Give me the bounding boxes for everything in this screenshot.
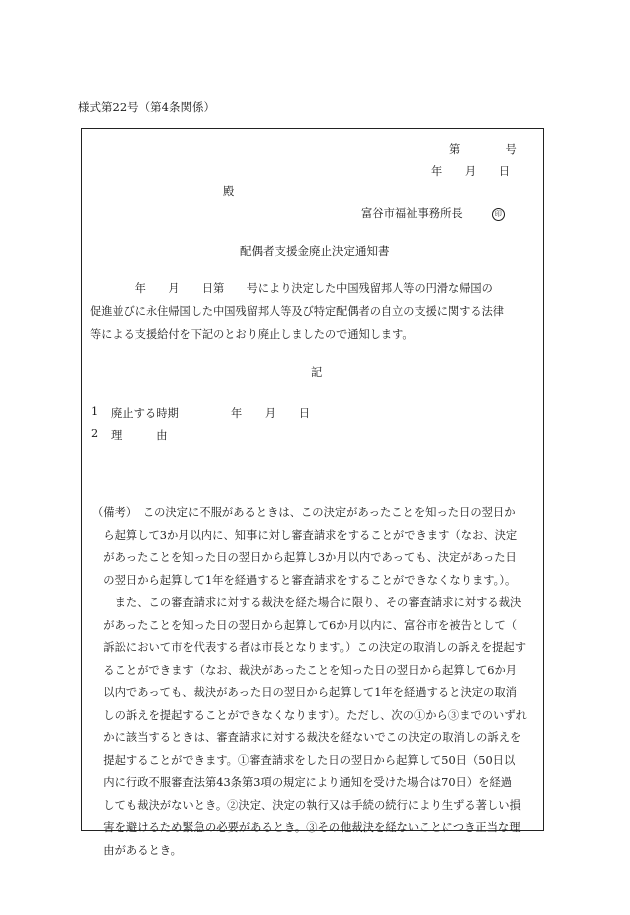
- remarks-line: 提起することができます。①審査請求をした日の翌日から起算して50日（50日以: [92, 753, 516, 767]
- document-title: 配偶者支援金廃止決定通知書: [240, 244, 390, 258]
- remarks-line: があったことを知った日の翌日から起算し3か月以内であっても、決定があった日: [92, 551, 517, 564]
- issuer-line: [361, 205, 505, 221]
- form-number-label: 様式第22号（第4条関係）: [78, 100, 215, 114]
- remarks-line: かに該当するときは、審査請求に対する裁決を経ないでこの決定の取消しの訴えを: [92, 731, 522, 744]
- document-number: 第 号: [449, 143, 517, 156]
- remarks-line: 内に行政不服審査法第43条第3項の規定により通知を受けた場合は70日）を経過: [92, 776, 513, 789]
- item-2-label: 理 由: [111, 429, 168, 442]
- ki-heading: 記: [311, 366, 323, 379]
- addressee-suffix: 殿: [223, 185, 235, 198]
- item-1-num: 1: [91, 405, 99, 418]
- body-line: 年 月 日第 号により決定した中国残留邦人等の円滑な帰国の: [90, 282, 493, 295]
- remarks-line: の翌日から起算して1年を経過すると審査請求をすることができなくなります。）。: [92, 573, 517, 587]
- remarks-line: しても裁決がないとき。②決定、決定の執行又は手続の続行により生ずる著しい損: [92, 798, 521, 812]
- remarks-line: しの訴えを提起することができなくなります）。ただし、次の①から③までのいずれ: [92, 708, 527, 722]
- item-1-label: 廃止する時期: [111, 407, 179, 420]
- body-line: 等による支援給付を下記のとおり廃止しましたので通知します。: [90, 328, 414, 342]
- remarks-line: また、この審査請求に対する裁決を経た場合に限り、その審査請求に対する裁決: [92, 596, 522, 609]
- issuer-name: 富谷市福祉事務所長: [361, 207, 463, 220]
- remarks-line: （備考） この決定に不服があるときは、この決定があったことを知った日の翌日か: [92, 506, 516, 519]
- remarks-line: ら起算して3か月以内に、知事に対し審査請求をすることができます（なお、決定: [92, 528, 518, 542]
- remarks-line: 訴訟において市を代表する者は市長となります。）この決定の取消しの訴えを提起す: [92, 641, 527, 654]
- item-2-num: 2: [91, 427, 99, 440]
- body-line: 促進並びに永住帰国した中国残留邦人等及び特定配偶者の自立の支援に関する法律: [90, 305, 504, 319]
- remarks: [92, 502, 536, 862]
- remarks-line: があったことを知った日の翌日から起算して6か月以内に、富谷市を被告として（: [92, 618, 518, 632]
- issue-date: 年 月 日: [431, 165, 511, 178]
- remarks-line: 由があるとき。: [92, 843, 182, 857]
- body-text: [90, 277, 534, 347]
- seal-mark: 印: [492, 208, 505, 221]
- item-1-value: 年 月 日: [231, 407, 311, 420]
- remarks-line: 害を避けるため緊急の必要があるとき。③その他裁決を経ないことにつき正当な理: [92, 821, 521, 834]
- remarks-line: 以内であっても、裁決があった日の翌日から起算して1年を経過すると決定の取消: [92, 686, 517, 699]
- remarks-line: ることができます（なお、裁決があったことを知った日の翌日から起算して6か月: [92, 663, 518, 677]
